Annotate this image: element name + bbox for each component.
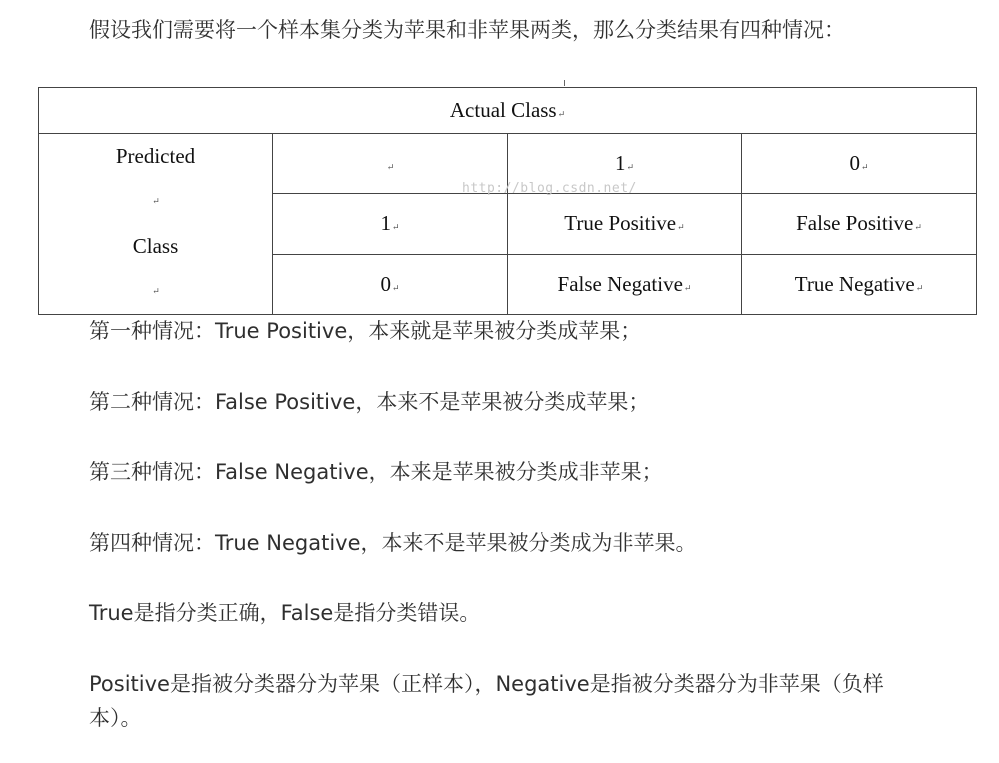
actual-class-header-row <box>39 88 977 134</box>
cell-text: True Positive <box>564 211 677 236</box>
confusion-matrix-table <box>38 87 977 315</box>
case-1-paragraph: 第一种情况：True Positive，本来就是苹果被分类成苹果； <box>89 319 642 343</box>
paragraph-mark: ↵ <box>391 283 400 294</box>
false-positive-cell <box>742 193 977 254</box>
intro-paragraph: 假设我们需要将一个样本集分类为苹果和非苹果两类，那么分类结果有四种情况： <box>89 18 845 42</box>
row-label-0 <box>273 255 508 315</box>
column-label-text: 1 <box>614 150 626 175</box>
paragraph-mark: ↵ <box>391 222 400 233</box>
case-2-paragraph: 第二种情况：False Positive，本来不是苹果被分类成苹果； <box>89 390 650 414</box>
positive-negative-note: Positive是指被分类器分为苹果（正样本），Negative是指被分类器分为非苹果（负样本）。 <box>89 672 884 730</box>
watermark: http://blog.csdn.net/ <box>462 181 637 196</box>
paragraph-mark: ↵ <box>860 161 869 172</box>
paragraph-mark: ↵ <box>626 161 635 172</box>
paragraph-mark: ↵ <box>152 196 160 206</box>
column-label-text: 0 <box>849 150 860 175</box>
cell-text: True Negative <box>794 272 915 297</box>
paragraph-mark: ↵ <box>683 283 692 294</box>
predicted-label: Predicted <box>115 144 196 168</box>
row-label-text: 0 <box>380 272 391 297</box>
case-4-paragraph: 第四种情况：True Negative，本来不是苹果被分类成为非苹果。 <box>89 531 697 555</box>
case-3-paragraph: 第三种情况：False Negative，本来是苹果被分类成非苹果； <box>89 460 663 484</box>
paragraph-mark: ↵ <box>677 222 685 233</box>
paragraph-mark: ↵ <box>386 161 395 172</box>
true-negative-cell <box>742 255 977 315</box>
row-label-text: 1 <box>380 211 391 236</box>
row-label-1 <box>273 193 508 254</box>
paragraph-mark: ↵ <box>915 283 924 294</box>
predicted-class-header <box>39 134 273 315</box>
actual-class-label: Actual Class <box>449 98 557 122</box>
cell-text: False Positive <box>796 211 914 236</box>
paragraph-mark: ↵ <box>914 222 922 233</box>
cell-text: False Negative <box>557 272 683 297</box>
confusion-matrix-figure <box>38 87 976 297</box>
true-positive-cell <box>508 193 742 254</box>
stray-mark <box>564 80 565 86</box>
column-label-1 <box>508 134 742 194</box>
paragraph-mark: ↵ <box>152 286 160 296</box>
column-label-row <box>39 134 977 194</box>
class-label: Class <box>132 234 179 258</box>
corner-cell <box>273 134 508 194</box>
true-false-note: True是指分类正确，False是指分类错误。 <box>89 601 481 625</box>
column-label-0 <box>742 134 977 194</box>
false-negative-cell <box>508 255 742 315</box>
paragraph-mark: ↵ <box>557 109 566 119</box>
actual-class-header <box>39 88 977 134</box>
